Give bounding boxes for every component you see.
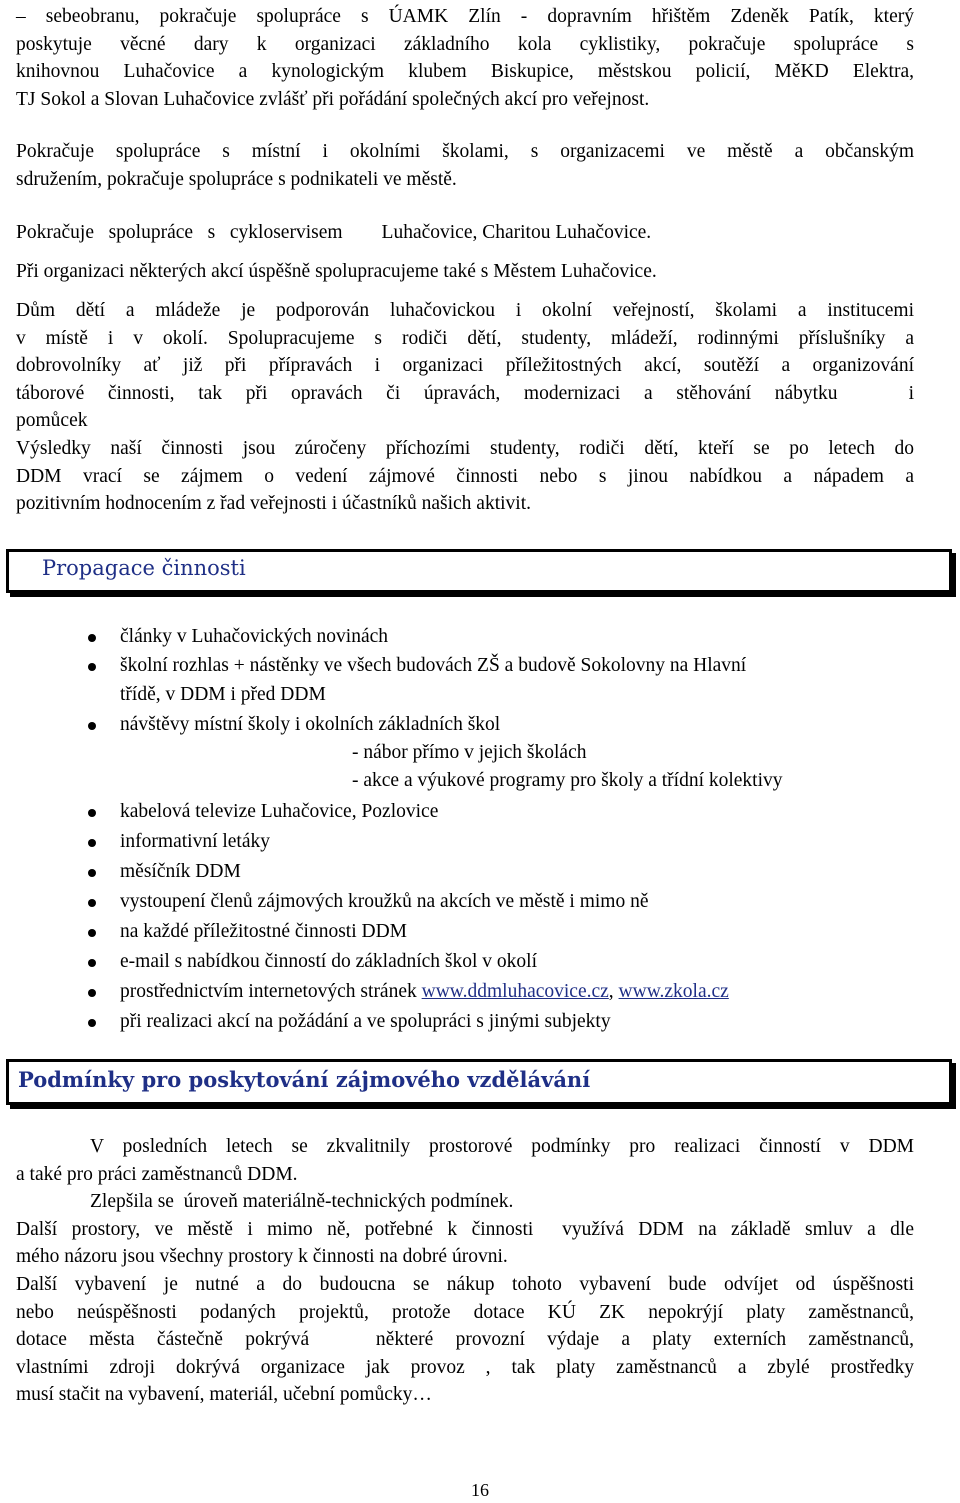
intro-line: TJ Sokol a Slovan Luhačovice zvlášť při pořádání společných akcí pro veřejnost. (16, 88, 650, 110)
podminky-line: a také pro práci zaměstnanců DDM. (16, 1163, 298, 1185)
schools-line: Pokračuje spolupráce s místní i okolními školami, s organizacemi ve městě a občanským (16, 141, 914, 162)
list-item: školní rozhlas + nástěnky ve všech budovách ZŠ a budově Sokolovny na Hlavní (120, 655, 747, 676)
podminky-line: vlastními zdroji dokrývá organizace jak provoz , tak platy zaměstnanců a zbylé prostředky (16, 1356, 914, 1378)
bullet-dot (88, 634, 96, 642)
bullet-dot (88, 959, 96, 967)
podminky-paragraph (16, 1133, 914, 1409)
podminky-line: Další prostory, ve městě i mimo ně, potřebné k činnosti využívá DDM na základě smluv a dle (16, 1218, 914, 1240)
bullet-dot (88, 899, 96, 907)
bullet-dot (88, 663, 96, 671)
list-item-continuation: třídě, v DDM i před DDM (120, 684, 326, 705)
website-link-zkola[interactable]: www.zkola.cz (618, 981, 729, 1002)
ddm-line: Výsledky naší činnosti jsou zúročeny příchozími studenty, rodiči dětí, kteří se po letech do (16, 437, 914, 459)
podminky-line: Další vybavení je nutné a do budoucna se nákup tohoto vybavení bude odvíjet od úspěšnosti (16, 1273, 914, 1295)
bullet-dot (88, 989, 96, 997)
podminky-line: musí stačit na vybavení, materiál, učební pomůcky… (16, 1384, 432, 1406)
sub-item: - akce a výukové programy pro školy a třídní kolektivy (352, 770, 783, 791)
ddm-paragraph (16, 297, 914, 518)
list-item-web (120, 977, 920, 1006)
podminky-line: nebo neúspěšnosti podaných projektů, protože dotace KÚ ZK nepokrýjí platy zaměstnanců, (16, 1301, 914, 1323)
list-item: vystoupení členů zájmových kroužků na akcích ve městě i mimo ně (120, 891, 649, 912)
list-item: články v Luhačovických novinách (120, 626, 389, 647)
intro-paragraph (16, 3, 914, 113)
podminky-line: V posledních letech se zkvalitnily prostorové podmínky pro realizaci činností v DDM (90, 1136, 914, 1157)
bullet-dot (88, 1019, 96, 1027)
bullet-dot (88, 809, 96, 817)
list-item: při realizaci akcí na požádání a ve spolupráci s jinými subjekty (120, 1011, 611, 1032)
podminky-line: Zlepšila se úroveň materiálně-technických podmínek. (90, 1191, 514, 1213)
ddm-line: v místě i v okolí. Spolupracujeme s rodiči dětí, studenty, mládeží, rodinnými příslušníky a (16, 327, 914, 349)
ddm-line: pomůcek (16, 410, 88, 432)
ddm-line: táborové činnosti, tak při opravách či úpravách, modernizaci a stěhování nábytku i (16, 382, 914, 404)
intro-line: knihovnou Luhačovice a kynologickým klubem Biskupice, městskou policií, MěKD Elektra, (16, 61, 914, 83)
ddm-line: DDM vrací se zájmem o vedení zájmové činnosti nebo s jinou nabídkou a nápadem a (16, 465, 914, 487)
link-separator: , (608, 981, 619, 1002)
podminky-line: dotace města částečně pokrývá některé provozní výdaje a platy externích zaměstnanců, (16, 1329, 914, 1351)
schools-line: sdružením, pokračuje spolupráce s podnikateli ve městě. (16, 168, 457, 190)
ddm-line: Dům dětí a mládeže je podporován luhačovickou i okolní veřejností, školami a institucemi (16, 300, 914, 321)
ddm-line: pozitivním hodnocením z řad veřejnosti i účastníků našich aktivit. (16, 493, 532, 515)
list-item: kabelová televize Luhačovice, Pozlovice (120, 801, 439, 822)
section-heading-propagace: Propagace činnosti (42, 556, 246, 580)
website-link-ddm[interactable]: www.ddmluhacovice.cz (421, 981, 609, 1002)
page-number: 16 (471, 1480, 489, 1500)
cykloservis-paragraph: Pokračuje spolupráce s cykloservisem Luhačovice, Charitou Luhačovice. (16, 222, 652, 243)
list-item-text: prostřednictvím internetových stránek (120, 981, 417, 1002)
bullet-dot (88, 869, 96, 877)
list-item: informativní letáky (120, 831, 271, 852)
intro-line: – sebeobranu, pokračuje spolupráce s ÚAMK Zlín - dopravním hřištěm Zdeněk Patík, který (16, 6, 914, 27)
bullet-dot (88, 722, 96, 730)
bullet-dot (88, 929, 96, 937)
mesto-paragraph: Při organizaci některých akcí úspěšně spolupracujeme také s Městem Luhačovice. (16, 261, 657, 282)
schools-paragraph (16, 138, 914, 193)
list-item: e-mail s nabídkou činností do základních škol v okolí (120, 951, 538, 972)
list-item: měsíčník DDM (120, 861, 241, 882)
section-heading-podminky: Podmínky pro poskytování zájmového vzdělávání (18, 1067, 591, 1092)
sub-item: - nábor přímo v jejich školách (352, 742, 587, 763)
list-item: návštěvy místní školy i okolních základních škol (120, 714, 501, 735)
ddm-line: dobrovolníky ať již při přípravách i organizaci příležitostných akcí, soutěží a organizování (16, 355, 914, 377)
bullet-dot (88, 839, 96, 847)
list-item: na každé příležitostné činnosti DDM (120, 921, 408, 942)
intro-line: poskytuje věcné dary k organizaci základního kola cyklistiky, pokračuje spolupráce s (16, 33, 914, 55)
podminky-line: mého názoru jsou všechny prostory k činnosti na dobré úrovni. (16, 1246, 508, 1268)
